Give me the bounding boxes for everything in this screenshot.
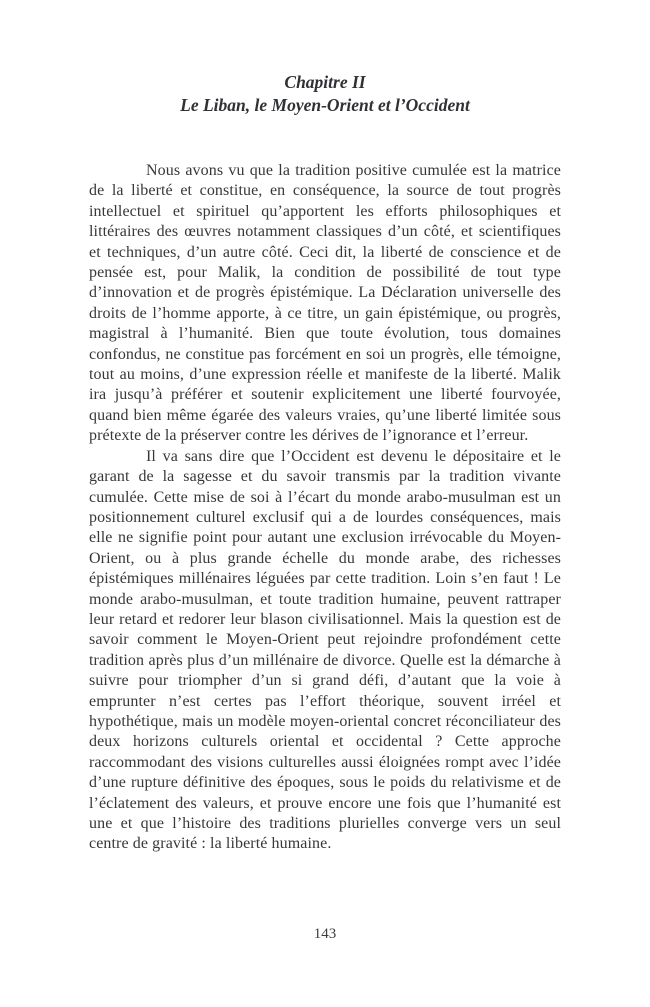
paragraph-1: Nous avons vu que la tradition positive cumulée est la matrice de la liberté et constitue, en conséquence, la source de tout progrès intellectuel et spirituel qu’apportent les efforts philosophiques et littéraires des œuvres notamment classiques d’un côté, et scientifiques et techniques, d’un autre côté. Ceci dit, la liberté de conscience et de pensée est, pour Malik, la condition de possibilité de tout type d’innovation et de progrès épistémique. La Déclaration universelle des droits de l’homme apporte, à ce titre, un gain épistémique, ou progrès, magistral à l’humanité. Bien que toute évolution, tous domaines confondus, ne constitue pas forcément en soi un progrès, elle témoigne, tout au moins, d’une expression réelle et manifeste de la liberté. Malik ira jusqu’à préférer et soutenir explicitement une liberté fourvoyée, quand bien même égarée des valeurs vraies, qu’une liberté limitée sous prétexte de la préserver contre les dérives de l’ignorance et l’erreur. (89, 162, 561, 445)
chapter-title: Le Liban, le Moyen-Orient et l’Occident (180, 95, 470, 115)
paragraph-2: Il va sans dire que l’Occident est devenu le dépositaire et le garant de la sagesse et du savoir transmis par la tradition vivante cumulée. Cette mise de soi à l’écart du monde arabo-musulman est un positionnement culturel exclusif qui a de lourdes conséquences, mais elle ne signifie point pour autant une exclusion irrévocable du Moyen-Orient, ou à plus grande échelle du monde arabe, des richesses épistémiques millénaires léguées par cette tradition. Loin s’en faut ! Le monde arabo-musulman, et toute tradition humaine, peuvent rattraper leur retard et redorer leur blason civilisationnel. Mais la question est de savoir comment le Moyen-Orient peut rejoindre profondément cette tradition après plus d’un millénaire de divorce. Quelle est la démarche à suivre pour triompher d’un si grand défi, d’autant que la voie à emprunter n’est certes pas l’effort théorique, souvent irréel et hypothétique, mais un modèle moyen-oriental concret réconciliateur des deux horizons culturels oriental et occidental ? Cette approche raccommodant des visions culturelles aussi éloignées rompt avec l’idée d’une rupture définitive des époques, sous le poids du relativisme et de l’éclatement des valeurs, et prouve encore une fois que l’humanité est une et que l’histoire des traditions plurielles converge vers un seul centre de gravité : la liberté humaine. (89, 447, 561, 853)
chapter-heading (0, 0, 650, 117)
page-number: 143 (313, 926, 337, 942)
body-text (89, 161, 561, 855)
chapter-number: Chapitre II (284, 72, 366, 92)
